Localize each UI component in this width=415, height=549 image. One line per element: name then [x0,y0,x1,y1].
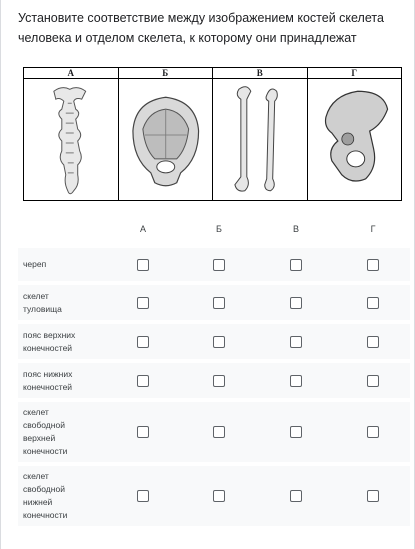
grid-row [18,402,410,462]
figure-header-v: В [213,68,308,78]
pelvis-bone-image [308,79,402,200]
checkbox-b[interactable] [213,490,225,502]
figure-header-a: А [24,68,119,78]
arm-bones-image [213,79,307,200]
checkbox-g[interactable] [367,490,379,502]
grid-row [18,466,410,526]
figure-images-row [24,79,401,200]
checkbox-g[interactable] [367,375,379,387]
checkbox-a[interactable] [137,375,149,387]
column-header-v: В [292,224,299,234]
figure-header-g: Г [351,68,358,78]
row-label: пояс верхних конечностей [23,330,76,353]
checkbox-v[interactable] [290,426,302,438]
checkbox-v[interactable] [290,336,302,348]
figure-header-row [24,68,401,79]
figure-cell-g [308,79,402,200]
checkbox-a[interactable] [137,336,149,348]
checkbox-a[interactable] [137,259,149,271]
checkbox-b[interactable] [213,297,225,309]
checkbox-v[interactable] [290,259,302,271]
row-label: скелет свободной нижней конечности [23,471,68,520]
checkbox-b[interactable] [213,426,225,438]
checkbox-b[interactable] [213,336,225,348]
checkbox-g[interactable] [367,426,379,438]
row-label: скелет свободной верхней конечности [23,407,68,456]
figure-cell-a [24,79,119,200]
checkbox-a[interactable] [137,297,149,309]
skull-bone-image [119,79,213,200]
figure-cell-b [119,79,214,200]
checkbox-v[interactable] [290,490,302,502]
column-header-a: А [139,224,146,234]
question-title: Установите соответствие между изображением костей скелета человека и отделом скелета, к которому они принадлежат [18,11,384,45]
checkbox-g[interactable] [367,297,379,309]
row-label: пояс нижних конечностей [23,369,73,392]
bones-figure [23,67,402,201]
column-header-g: Г [370,224,376,234]
answer-grid [18,218,410,526]
figure-cell-v [213,79,308,200]
checkbox-v[interactable] [290,297,302,309]
figure-header-b: Б [119,68,214,78]
grid-row [18,363,410,398]
checkbox-b[interactable] [213,259,225,271]
column-header-b: Б [216,224,222,234]
grid-row [18,285,410,320]
grid-row [18,248,410,281]
checkbox-b[interactable] [213,375,225,387]
row-label: череп [23,259,47,269]
checkbox-g[interactable] [367,259,379,271]
checkbox-g[interactable] [367,336,379,348]
grid-row [18,324,410,359]
checkbox-a[interactable] [137,490,149,502]
spine-bone-image [24,79,118,200]
row-label: скелет туловища [23,291,62,314]
checkbox-a[interactable] [137,426,149,438]
grid-header-row [18,218,410,244]
checkbox-v[interactable] [290,375,302,387]
